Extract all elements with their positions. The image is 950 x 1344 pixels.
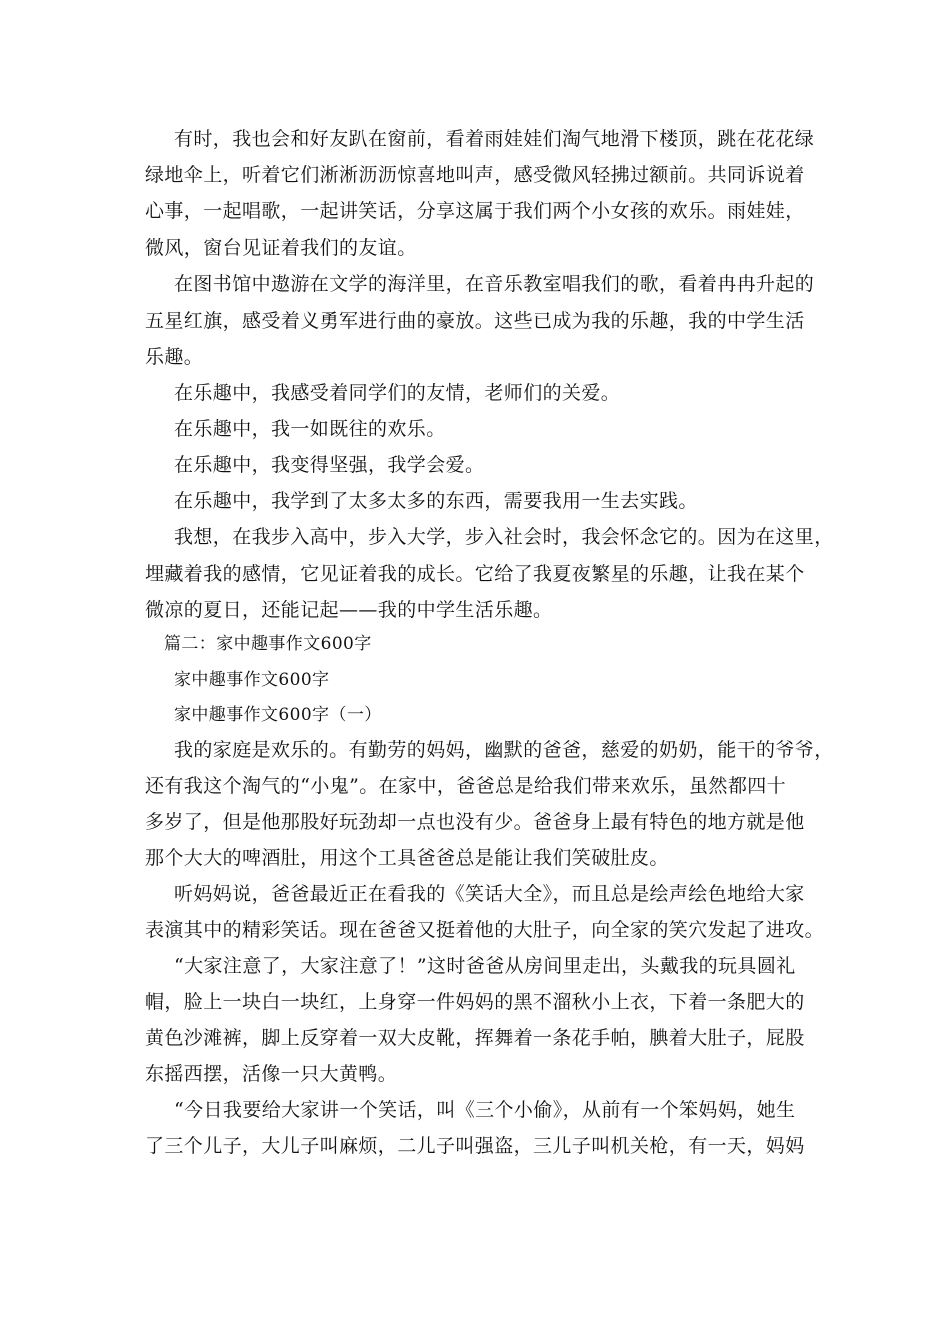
body-line: 绿地伞上，听着它们淅淅沥沥惊喜地叫声，感受微风轻拂过额前。共同诉说着 <box>145 164 805 186</box>
body-line: 那个大大的啤酒肚，用这个工具爸爸总是能让我们笑破肚皮。 <box>145 847 669 869</box>
body-line: 东摇西摆，活像一只大黄鸭。 <box>145 1063 398 1085</box>
body-line: “今日我要给大家讲一个笑话，叫《三个小偷》，从前有一个笨妈妈，她生 <box>174 1099 796 1121</box>
body-line: 还有我这个淘气的“小鬼”。在家中，爸爸总是给我们带来欢乐，虽然都四十 <box>145 775 787 797</box>
body-line: 有时，我也会和好友趴在窗前，看着雨娃娃们淘气地滑下楼顶，跳在花花绿 <box>174 128 815 150</box>
body-line: 了三个儿子，大儿子叫麻烦，二儿子叫强盗，三儿子叫机关枪，有一天，妈妈 <box>145 1135 805 1157</box>
body-line: “大家注意了，大家注意了！”这时爸爸从房间里走出，头戴我的玩具圆礼 <box>174 955 796 977</box>
body-line: 我想，在我步入高中，步入大学，步入社会时，我会怀念它的。因为在这里， <box>174 526 834 548</box>
body-line: 在乐趣中，我一如既往的欢乐。 <box>174 418 446 440</box>
body-line: 在乐趣中，我感受着同学们的友情，老师们的关爱。 <box>174 382 621 404</box>
body-line: 我的家庭是欢乐的。有勤劳的妈妈，幽默的爸爸，慈爱的奶奶，能干的爷爷， <box>174 739 834 761</box>
body-line: 黄色沙滩裤，脚上反穿着一双大皮靴，挥舞着一条花手帕，腆着大肚子，屁股 <box>145 1027 805 1049</box>
article-subtitle: 家中趣事作文600字（一） <box>174 705 382 725</box>
body-line: 在乐趣中，我学到了太多太多的东西，需要我用一生去实践。 <box>174 490 698 512</box>
body-line: 乐趣。 <box>145 346 204 368</box>
body-line: 五星红旗，感受着义勇军进行曲的豪放。这些已成为我的乐趣，我的中学生活 <box>145 310 805 332</box>
body-line: 在乐趣中，我变得坚强，我学会爱。 <box>174 454 485 476</box>
body-line: 表演其中的精彩笑话。现在爸爸又挺着他的大肚子，向全家的笑穴发起了进攻。 <box>145 919 825 941</box>
body-line: 微凉的夏日，还能记起——我的中学生活乐趣。 <box>145 599 553 621</box>
article-title: 家中趣事作文600字 <box>174 670 330 690</box>
body-line: 在图书馆中遨游在文学的海洋里，在音乐教室唱我们的歌，看着冉冉升起的 <box>174 273 815 295</box>
body-line: 多岁了，但是他那股好玩劲却一点也没有少。爸爸身上最有特色的地方就是他 <box>145 811 805 833</box>
body-line: 听妈妈说，爸爸最近正在看我的《笑话大全》，而且总是绘声绘色地给大家 <box>174 883 805 905</box>
body-line: 帽，脸上一块白一块红，上身穿一件妈妈的黑不溜秋小上衣，下着一条肥大的 <box>145 991 805 1013</box>
body-line: 微风，窗台见证着我们的友谊。 <box>145 237 417 259</box>
body-line: 埋藏着我的感情，它见证着我的成长。它给了我夏夜繁星的乐趣，让我在某个 <box>145 563 805 585</box>
body-line: 心事，一起唱歌，一起讲笑话，分享这属于我们两个小女孩的欢乐。雨娃娃， <box>145 200 805 222</box>
section-heading: 篇二：家中趣事作文600字 <box>164 634 372 654</box>
